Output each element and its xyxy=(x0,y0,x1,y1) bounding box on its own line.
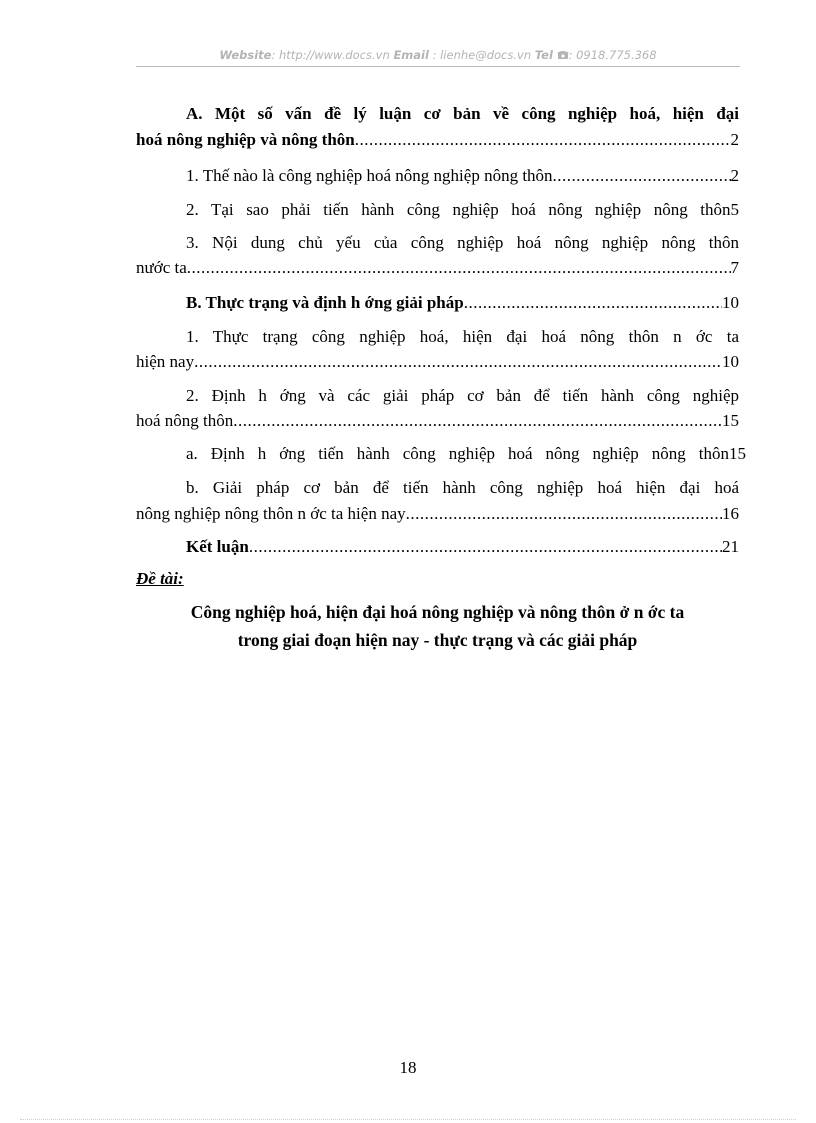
email-label: Email xyxy=(393,48,429,62)
website-label: Website xyxy=(219,48,272,62)
topic-label: Đề tài: xyxy=(136,569,184,588)
toc-a3-title: nước ta xyxy=(136,258,187,277)
tel-value: : 0918.775.368 xyxy=(568,48,657,62)
toc-b2-page: 15 xyxy=(722,411,739,430)
toc-a-page: 2 xyxy=(730,130,739,149)
leader-dots xyxy=(553,166,731,186)
toc-a3-line1: 3. Nội dung chủ yếu của công nghiệp hoá nông nghiệp nông thôn xyxy=(186,233,739,252)
website-value: : http://www.docs.vn xyxy=(271,48,390,62)
toc-b1-title: hiện nay xyxy=(136,352,195,371)
toc-b2b-title: nông nghiệp nông thôn n ớc ta hiện nay xyxy=(136,504,406,523)
toc-b-page: 10 xyxy=(722,293,739,312)
page-header xyxy=(136,48,740,62)
toc-conclusion-title: Kết luận xyxy=(186,537,249,556)
toc-b2-line1: 2. Định h ớng và các giải pháp cơ bản để tiến hành công nghiệp xyxy=(186,386,739,405)
toc-a1-page: 2 xyxy=(730,166,739,185)
topic-line1: Công nghiệp hoá, hiện đại hoá nông nghiệp và nông thôn ở n ớc ta xyxy=(190,602,685,622)
toc-a-line1: A. Một số vấn đề lý luận cơ bản về công nghiệp hoá, hiện đại xyxy=(186,104,739,123)
toc-b1-page: 10 xyxy=(722,352,739,371)
toc-conclusion-page: 21 xyxy=(722,537,739,556)
page-number: 18 xyxy=(399,1058,417,1077)
leader-dots xyxy=(464,293,722,313)
leader-dots xyxy=(233,411,722,431)
leader-dots xyxy=(406,504,722,524)
header-divider xyxy=(136,66,740,67)
toc-b2b-line2 xyxy=(136,504,739,524)
toc-b1-line1: 1. Thực trạng công nghiệp hoá, hiện đại hoá nông thôn n ớc ta xyxy=(186,327,739,346)
toc-b2a: a. Định h ớng tiến hành công nghiệp hoá nông nghiệp nông thôn15 xyxy=(186,444,746,463)
email-value: : lienhe@docs.vn xyxy=(432,48,532,62)
footer-divider xyxy=(20,1119,796,1120)
topic-line2: trong giai đoạn hiện nay - thực trạng và các giải pháp xyxy=(237,630,638,650)
leader-dots xyxy=(249,537,722,557)
leader-dots xyxy=(187,258,731,278)
phone-icon xyxy=(557,50,569,60)
toc-a3-page: 7 xyxy=(730,258,739,277)
toc-a1 xyxy=(136,166,739,186)
toc-b1-line2 xyxy=(136,352,739,372)
leader-dots xyxy=(194,352,722,372)
topic-title xyxy=(136,598,739,654)
toc-b-title: B. Thực trạng và định h ớng giải pháp xyxy=(186,293,464,312)
toc-a1-title: 1. Thế nào là công nghiệp hoá nông nghiệp nông thôn xyxy=(186,166,553,185)
toc-a-title: hoá nông nghiệp và nông thôn xyxy=(136,130,355,149)
toc-conclusion xyxy=(136,537,739,557)
toc-a-line2 xyxy=(136,130,739,150)
toc-b2b-page: 16 xyxy=(722,504,739,523)
toc-a2: 2. Tại sao phải tiến hành công nghiệp hoá nông nghiệp nông thôn5 xyxy=(186,200,739,219)
toc-b2b-line1: b. Giải pháp cơ bản để tiến hành công nghiệp hoá hiện đại hoá xyxy=(186,478,739,497)
toc-b2-line2 xyxy=(136,411,739,431)
toc-b xyxy=(136,293,739,313)
toc-a3-line2 xyxy=(136,258,739,278)
tel-label: Tel xyxy=(534,48,553,62)
leader-dots xyxy=(355,130,731,150)
toc-b2-title: hoá nông thôn xyxy=(136,411,234,430)
